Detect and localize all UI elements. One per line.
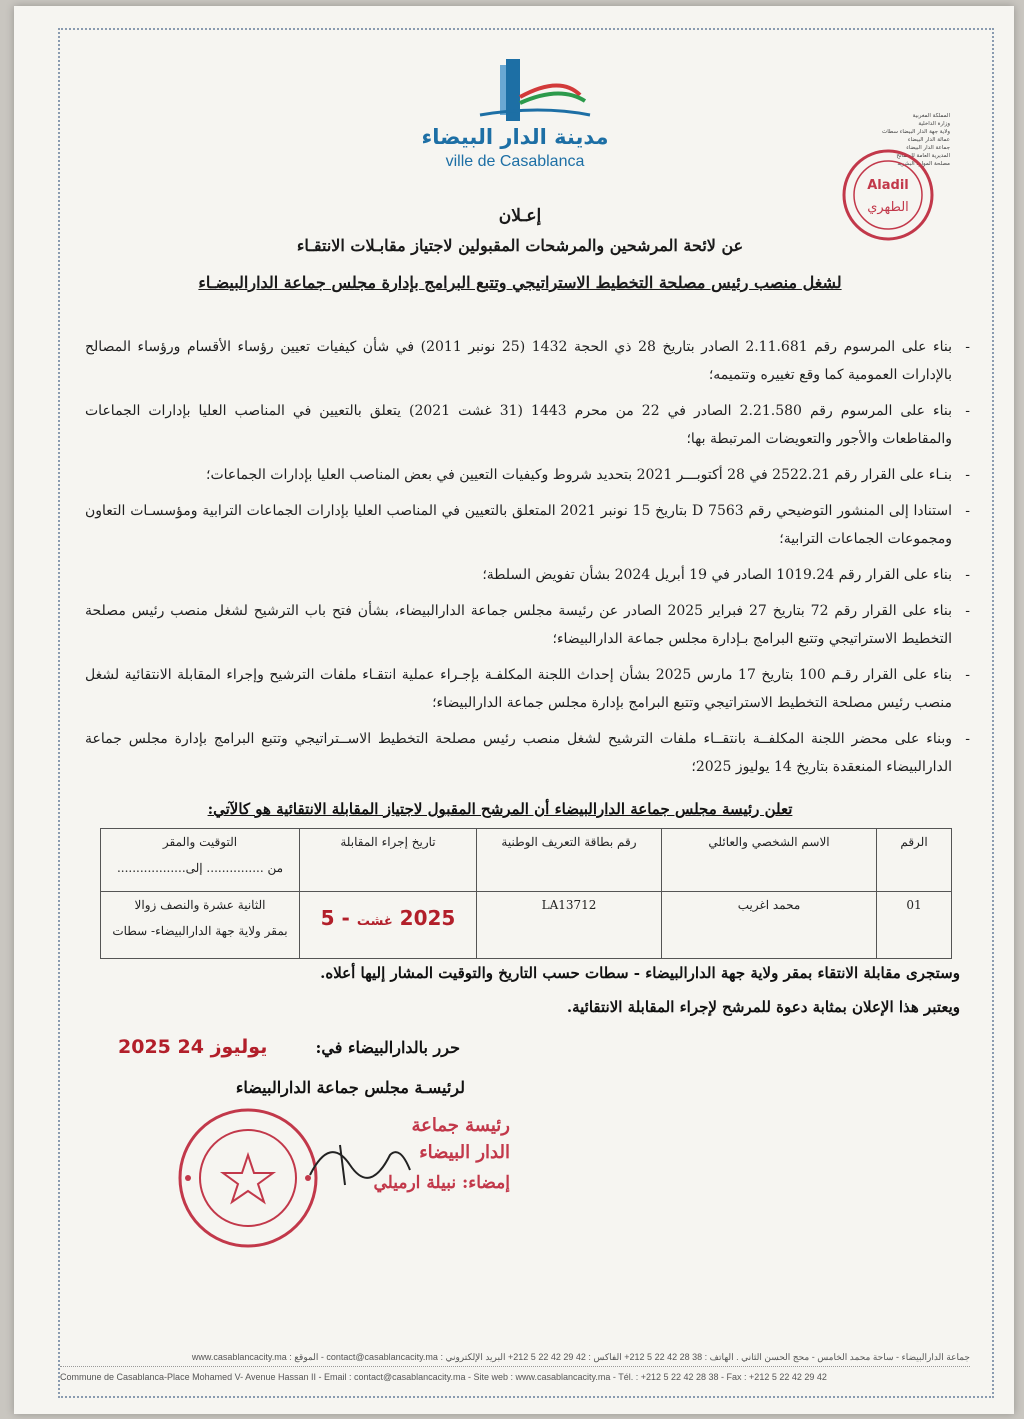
stamp-sub-text: الطهري [867,200,909,215]
cell-date [300,892,477,959]
legal-basis-item: - استنادا إلى المنشور التوضيحي رقم D 7563 بتاريخ 15 نونبر 2021 المتعلق بالتعيين في المناصب العليا بإدارات الجماعات الترابية ومؤسسـات التعاون ومجموعات الجماعات الترابية؛ [85,497,970,553]
handwritten-date: 2025 يوليوز 24 [118,1036,268,1058]
date-dash: - [341,906,350,930]
header-time-range: من ............... إلى.................. [116,861,284,875]
handwritten-signature-icon [300,1125,420,1195]
table-header-row [101,829,952,892]
city-logo [420,55,610,175]
cell-name: محمد اغريب [662,892,877,959]
date-year: 2025 [399,906,456,930]
legal-basis-item: - وبناء على محضر اللجنة المكلفــة بانتقــاء ملفات الترشيح لشغل منصب رئيس مصلحة التخطيط الاســتراتيجي وتتبع البرامج بإدارة مجلس جماعة الدارالبيضاء المنعقدة بتاريخ 14 يوليوز 2025؛ [85,725,970,781]
legal-basis-item: - بناء على المرسوم رقم 2.11.681 الصادر بتاريخ 28 ذي الحجة 1432 (25 نونبر 2011) في شأن كيفيات تعيين رؤساء الأقسام ورؤساء المصالح بالإدارات العمومية كما وقع تغييره وتتميمه؛ [85,333,970,389]
header-date: تاريخ إجراء المقابلة [300,829,477,892]
closing-line: ويعتبر هذا الإعلان بمثابة دعوة للمرشح لإجراء المقابلة الانتقائية. [566,998,960,1016]
legal-basis-item: - بنـاء على القرار رقم 2522.21 في 28 أكتوبـــر 2021 بتحديد شروط وكيفيات التعيين في بعض المناصب العليا بإدارات الجماعات؛ [85,461,970,489]
legal-basis-list [85,333,970,789]
legal-basis-item: - بناء على المرسوم رقم 2.21.580 الصادر في 22 من محرم 1443 (31 غشت 2021) يتعلق بالتعيين في المناصب العليا بإدارات الجماعات والمقاطعات والأجور والتعويضات المرتبطة بها؛ [85,397,970,453]
logo-arabic-text: مدينة الدار البيضاء [421,125,609,149]
candidates-table [100,828,952,959]
header-time [101,829,300,892]
casablanca-logo-icon [420,55,610,125]
place-label: حرر بالدارالبيضاء في: [315,1038,460,1057]
stamp-line: الدار البيضاء [419,1142,510,1163]
venue-line: بمقر ولاية جهة الدارالبيضاء- سطات [112,924,288,938]
received-stamp-icon [838,145,938,245]
footer-arabic: جماعة الدارالبيضاء - ساحة محمد الخامس - محج الحسن الثاني . الهاتف : 38 28 42 22 5 212+ الفاكس : 42 29 42 22 5 212+ البريد الإلكتروني : contact@casablancacity.ma - الموقع : www.casablancacity.ma [191,1352,970,1362]
footer-divider [60,1366,970,1367]
header-num: الرقم [877,829,952,892]
ministry-line: المملكة المغربية [912,113,950,119]
date-day: 5 [320,906,335,930]
legal-basis-item: - بناء على القرار رقم 72 بتاريخ 27 فبراير 2025 الصادر عن رئيسة مجلس جماعة الدارالبيضاء، بشأن فتح باب الترشيح لشغل منصب رئيس مصلحة التخطيط الاستراتيجي وتتبع البرامج بـإدارة مجلس جماعة الدارالبيضاء؛ [85,597,970,653]
header-name: الاسم الشخصي والعائلي [662,829,877,892]
header-time-label: التوقيت والمقر [162,835,238,849]
legal-basis-item: - بناء على القرار رقـم 100 بتاريخ 17 مارس 2025 بشأن إحداث اللجنة المكلفـة بإجـراء عملية انتقـاء ملفات الترشيح وإجراء المقابلة الانتقائية لشغل منصب رئيس مصلحة التخطيط الاستراتيجي وتتبع البرامج بإدارة مجلس جماعة الدارالبيضاء؛ [85,661,970,717]
ministry-line: المديرية العامة للمصالح [896,153,950,159]
announcement-title: إعـلان [498,206,542,226]
logo-french-text: ville de Casablanca [445,153,585,170]
table-row [101,892,952,959]
cell-time [101,892,300,959]
date-month: غشت [356,914,393,929]
announcement-position: لشغل منصب رئيس مصلحة التخطيط الاستراتيجي وتتبع البرامج بإدارة مجلس جماعة الدارالبيضـاء [198,273,842,292]
time-line: الثانية عشرة والنصف زوالا [134,898,266,912]
cell-num: 01 [877,892,952,959]
ministry-line: ولاية جهة الدار البيضاء سطات [882,129,950,135]
announcement-subtitle: عن لائحة المرشحين والمرشحات المقبولين لاجتياز مقابـلات الانتقـاء [296,236,744,255]
cell-cin: LA13712 [477,892,662,959]
legal-basis-item: - بناء على القرار رقم 1019.24 الصادر في 19 أبريل 2024 بشأن تفويض السلطة؛ [85,561,970,589]
stamp-text: Aladil [867,178,909,193]
signatory-name: إمضاء: نبيلة ارميلي [373,1173,510,1193]
ministry-line: عمالة الدار البيضاء [907,137,950,143]
ministry-line: جماعة الدار البيضاء [906,145,950,151]
footer-french: Commune de Casablanca-Place Mohamed V- Avenue Hassan II - Email : contact@casablancacity.ma - Site web : www.casablancacity.ma - Tél. : +212 5 22 42 28 38 - Fax : +212 5 22 42 29 42 [60,1372,827,1382]
stamp-line: رئيسة جماعة [411,1115,510,1136]
ministry-line: مصلحة الموارد البشرية [897,161,950,167]
interview-date [308,906,468,930]
ministry-line: وزارة الداخلية [918,121,950,127]
header-cin: رقم بطاقة التعريف الوطنية [477,829,662,892]
announce-heading: تعلن رئيسة مجلس جماعة الدارالبيضاء أن المرشح المقبول لاجتياز المقابلة الانتقائية هو كالآتي: [207,800,793,818]
president-title: لرئيسـة مجلس جماعة الدارالبيضاء [235,1078,465,1097]
closing-line: وستجرى مقابلة الانتقاء بمقر ولاية جهة الدارالبيضاء - سطات حسب التاريخ والتوقيت المشار إليها أعلاه. [320,964,960,982]
